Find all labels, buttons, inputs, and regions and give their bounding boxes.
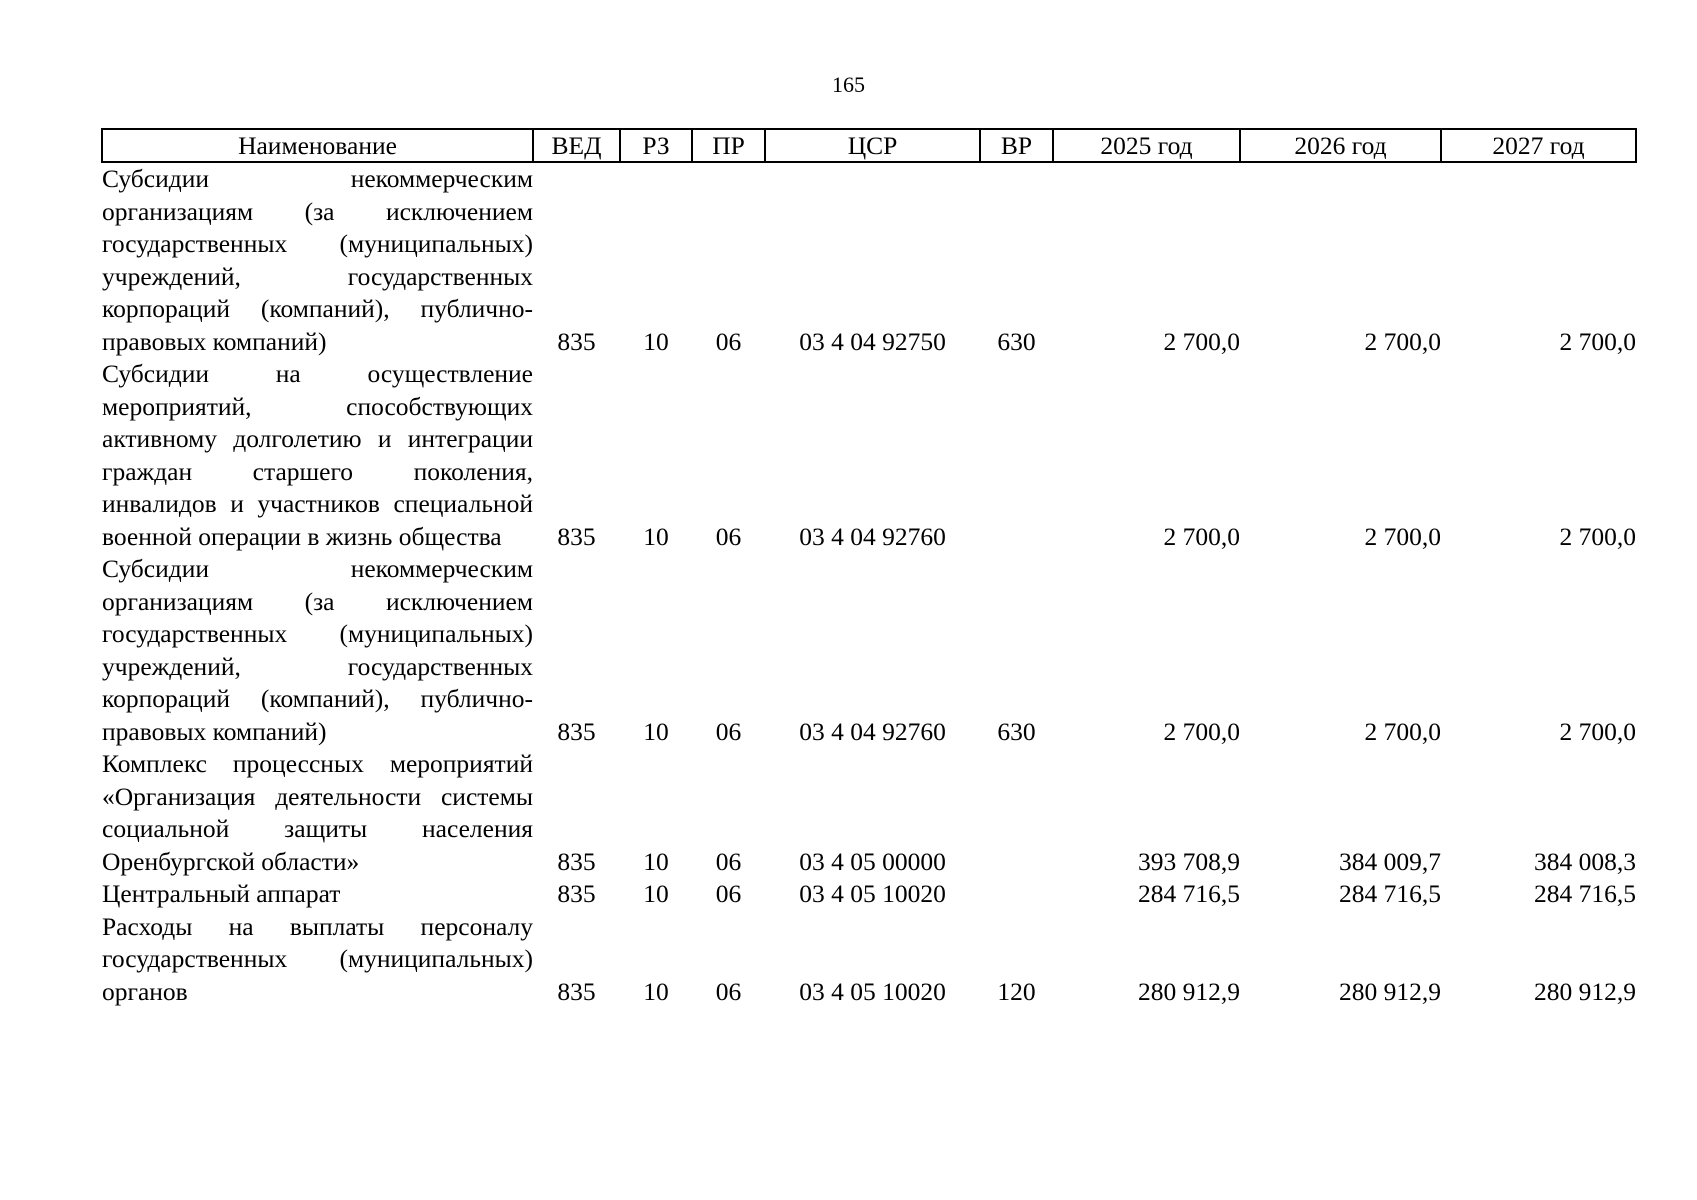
row-csr: 03 4 04 92760: [799, 716, 946, 746]
header-pr: ПР: [692, 129, 765, 162]
row-2027: 384 008,3: [1534, 846, 1636, 876]
row-2026: 2 700,0: [1364, 521, 1441, 551]
row-vr: [980, 878, 1053, 911]
table-row: [102, 878, 1636, 911]
row-csr: 03 4 04 92750: [799, 326, 946, 356]
row-vr: 630: [997, 326, 1036, 356]
row-rz: 10: [643, 846, 669, 876]
row-name: Субсидии некоммерческим организациям (за исключением государственных (муниципальных) учреждений, государственных корпораций (компаний), публично-правовых компаний): [102, 554, 533, 746]
header-vr: ВР: [980, 129, 1053, 162]
header-2025: 2025 год: [1053, 129, 1240, 162]
header-csr: ЦСР: [765, 129, 980, 162]
row-ved: 835: [557, 846, 596, 876]
row-csr: 03 4 04 92760: [799, 521, 946, 551]
row-2027: 284 716,5: [1534, 879, 1636, 908]
row-name: Комплекс процессных мероприятий «Организация деятельности системы социальной защиты населения Оренбургской области»: [102, 749, 533, 876]
row-pr: 06: [715, 846, 742, 876]
page-number: 165: [832, 72, 865, 97]
header-ved: ВЕД: [533, 129, 620, 162]
row-csr: 03 4 05 10020: [799, 879, 946, 908]
row-rz: 10: [643, 879, 669, 908]
row-ved: 835: [557, 879, 596, 908]
row-vr: [980, 358, 1053, 553]
row-vr: [980, 748, 1053, 878]
row-2025: 2 700,0: [1163, 326, 1240, 356]
row-pr: 06: [715, 326, 742, 356]
row-2025: 280 912,9: [1138, 976, 1240, 1006]
table-header: [102, 129, 1636, 162]
row-ved: 835: [557, 976, 596, 1006]
header-name: Наименование: [102, 129, 533, 162]
row-csr: 03 4 05 10020: [799, 976, 946, 1006]
row-ved: 835: [557, 521, 596, 551]
row-name: Расходы на выплаты персоналу государственных (муниципальных) органов: [102, 911, 533, 1006]
header-2027: 2027 год: [1441, 129, 1636, 162]
row-rz: 10: [643, 521, 669, 551]
row-2026: 2 700,0: [1364, 326, 1441, 356]
row-2026: 2 700,0: [1364, 716, 1441, 746]
header-rz: РЗ: [620, 129, 692, 162]
table-row: [102, 553, 1636, 748]
row-2027: 2 700,0: [1559, 326, 1636, 356]
row-rz: 10: [643, 716, 669, 746]
header-2026: 2026 год: [1240, 129, 1441, 162]
row-pr: 06: [715, 716, 742, 746]
row-vr: 120: [997, 976, 1036, 1006]
header-row: [102, 129, 1636, 162]
table-row: [102, 911, 1636, 1009]
row-2027: 2 700,0: [1559, 716, 1636, 746]
table-row: [102, 162, 1636, 358]
row-ved: 835: [557, 326, 596, 356]
row-csr: 03 4 05 00000: [799, 846, 946, 876]
row-pr: 06: [715, 879, 742, 908]
row-pr: 06: [715, 976, 742, 1006]
row-name: Субсидии на осуществление мероприятий, способствующих активному долголетию и интеграции граждан старшего поколения, инвалидов и участников специальной военной операции в жизнь общества: [102, 359, 533, 551]
table-row: [102, 748, 1636, 878]
row-vr: 630: [997, 716, 1036, 746]
row-rz: 10: [643, 326, 669, 356]
row-2027: 280 912,9: [1534, 976, 1636, 1006]
row-ved: 835: [557, 716, 596, 746]
table-row: [102, 358, 1636, 553]
row-rz: 10: [643, 976, 669, 1006]
row-2026: 384 009,7: [1339, 846, 1441, 876]
row-2027: 2 700,0: [1559, 521, 1636, 551]
row-2026: 280 912,9: [1339, 976, 1441, 1006]
row-2025: 393 708,9: [1138, 846, 1240, 876]
row-name: Субсидии некоммерческим организациям (за исключением государственных (муниципальных) учреждений, государственных корпораций (компаний), публично-правовых компаний): [102, 164, 533, 356]
row-2025: 2 700,0: [1163, 716, 1240, 746]
row-pr: 06: [715, 521, 742, 551]
row-name: Центральный аппарат: [102, 879, 341, 908]
budget-table: [101, 128, 1637, 1008]
row-2025: 284 716,5: [1138, 879, 1240, 908]
row-2026: 284 716,5: [1339, 879, 1441, 908]
table-body: [102, 162, 1636, 1008]
row-2025: 2 700,0: [1163, 521, 1240, 551]
